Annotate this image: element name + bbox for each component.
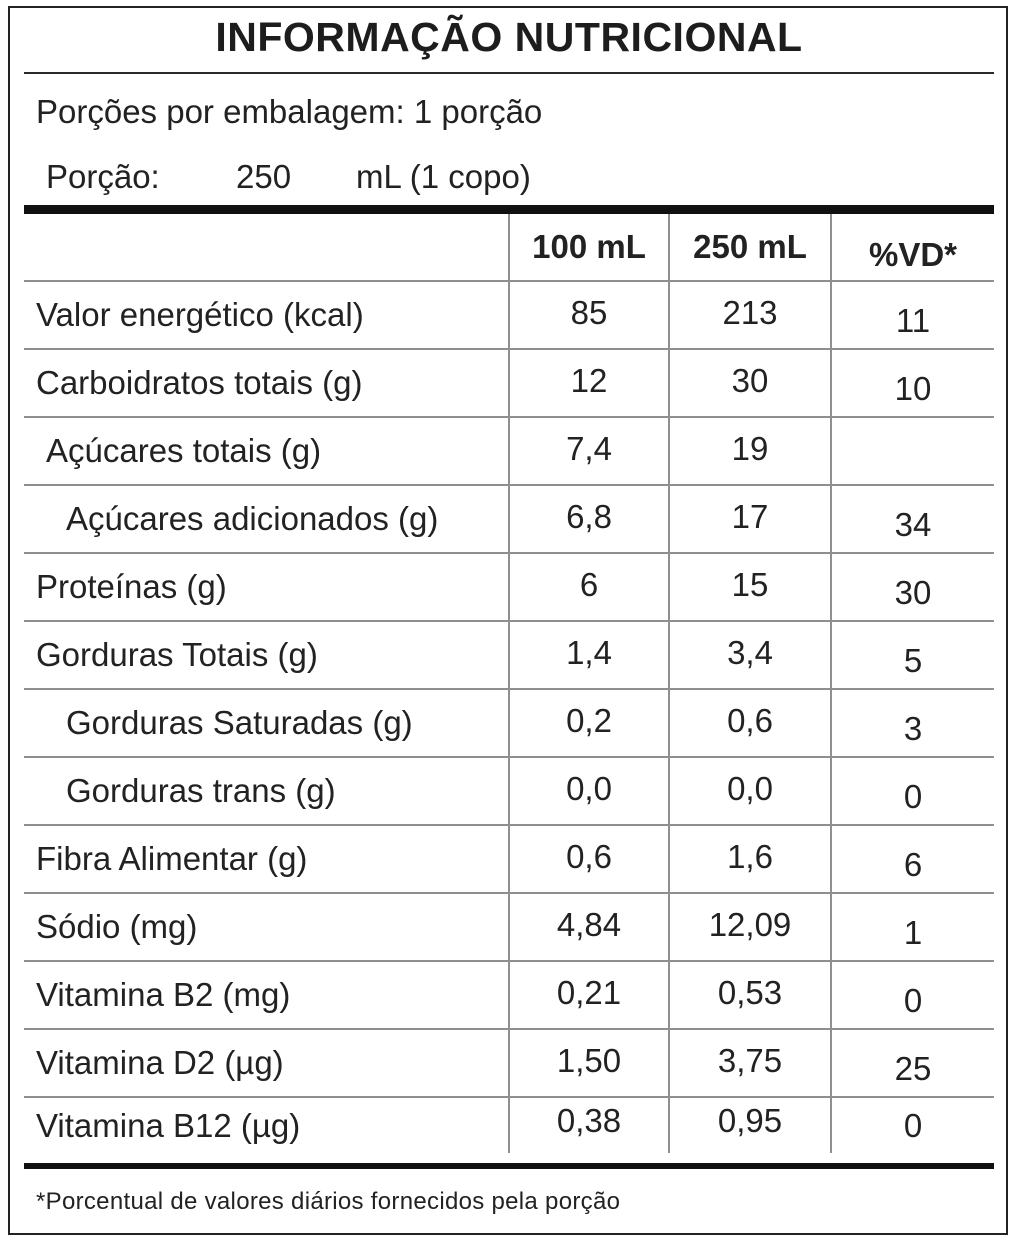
value-daily-percent: 3 [831, 689, 994, 757]
header-thick-divider [24, 205, 994, 214]
table-row [24, 689, 994, 757]
value-per-100ml: 85 [509, 281, 669, 349]
nutrient-name: Gorduras Saturadas (g) [24, 689, 509, 757]
nutrient-name: Sódio (mg) [24, 893, 509, 961]
value-per-100ml: 1,50 [509, 1029, 669, 1097]
value-daily-percent: 30 [831, 553, 994, 621]
nutrient-name: Fibra Alimentar (g) [24, 825, 509, 893]
portion-unit: mL (1 copo) [356, 158, 531, 195]
column-header-vd: %VD* [831, 214, 994, 281]
value-per-250ml: 19 [669, 417, 831, 485]
value-daily-percent: 34 [831, 485, 994, 553]
value-daily-percent: 0 [831, 1097, 994, 1153]
value-per-250ml: 0,95 [669, 1097, 831, 1153]
value-per-250ml: 0,53 [669, 961, 831, 1029]
column-header-100ml: 100 mL [509, 214, 669, 281]
value-daily-percent: 0 [831, 961, 994, 1029]
value-per-100ml: 0,38 [509, 1097, 669, 1153]
value-per-250ml: 1,6 [669, 825, 831, 893]
servings-per-package: Porções por embalagem: 1 porção [36, 93, 543, 130]
value-per-100ml: 7,4 [509, 417, 669, 485]
value-per-100ml: 4,84 [509, 893, 669, 961]
value-per-250ml: 3,4 [669, 621, 831, 689]
value-per-250ml: 15 [669, 553, 831, 621]
value-per-250ml: 3,75 [669, 1029, 831, 1097]
nutrient-name: Açúcares adicionados (g) [24, 485, 509, 553]
table-row [24, 553, 994, 621]
nutrient-name: Vitamina B2 (mg) [24, 961, 509, 1029]
value-per-100ml: 0,0 [509, 757, 669, 825]
table-row [24, 757, 994, 825]
table-row [24, 349, 994, 417]
value-daily-percent: 1 [831, 893, 994, 961]
value-per-250ml: 17 [669, 485, 831, 553]
value-daily-percent: 0 [831, 757, 994, 825]
nutrition-table [24, 214, 994, 1153]
column-header-250ml: 250 mL [669, 214, 831, 281]
table-row [24, 621, 994, 689]
title-divider [24, 72, 994, 74]
nutrient-name: Gorduras Totais (g) [24, 621, 509, 689]
nutrient-name: Proteínas (g) [24, 553, 509, 621]
value-per-100ml: 12 [509, 349, 669, 417]
label-title: INFORMAÇÃO NUTRICIONAL [215, 14, 803, 60]
value-per-250ml: 0,0 [669, 757, 831, 825]
value-daily-percent: 11 [831, 281, 994, 349]
table-row [24, 417, 994, 485]
table-row [24, 961, 994, 1029]
value-per-100ml: 1,4 [509, 621, 669, 689]
value-daily-percent: 25 [831, 1029, 994, 1097]
table-header-row [24, 214, 994, 281]
table-row [24, 1097, 994, 1153]
nutrient-name: Açúcares totais (g) [24, 417, 509, 485]
value-per-250ml: 30 [669, 349, 831, 417]
nutrient-name: Vitamina B12 (µg) [36, 1106, 301, 1144]
table-row [24, 281, 994, 349]
value-daily-percent: 6 [831, 825, 994, 893]
value-per-100ml: 0,2 [509, 689, 669, 757]
value-per-250ml: 213 [669, 281, 831, 349]
nutrient-name: Vitamina D2 (µg) [24, 1029, 509, 1097]
value-per-100ml: 6,8 [509, 485, 669, 553]
table-row [24, 485, 994, 553]
column-header-nutrient [24, 214, 509, 281]
value-daily-percent [831, 417, 994, 485]
bottom-thick-divider [24, 1163, 994, 1169]
value-daily-percent: 5 [831, 621, 994, 689]
nutrient-name: Carboidratos totais (g) [24, 349, 509, 417]
footnote: *Porcentual de valores diários fornecidos pela porção [36, 1188, 621, 1215]
portion-amount: 250 [236, 158, 292, 195]
value-per-100ml: 6 [509, 553, 669, 621]
value-daily-percent: 10 [831, 349, 994, 417]
portion-label: Porção: [46, 158, 160, 195]
table-row [24, 893, 994, 961]
nutrient-name: Valor energético (kcal) [24, 281, 509, 349]
value-per-100ml: 0,21 [509, 961, 669, 1029]
value-per-100ml: 0,6 [509, 825, 669, 893]
value-per-250ml: 12,09 [669, 893, 831, 961]
value-per-250ml: 0,6 [669, 689, 831, 757]
table-row [24, 1029, 994, 1097]
table-row [24, 825, 994, 893]
nutrient-name: Gorduras trans (g) [24, 757, 509, 825]
